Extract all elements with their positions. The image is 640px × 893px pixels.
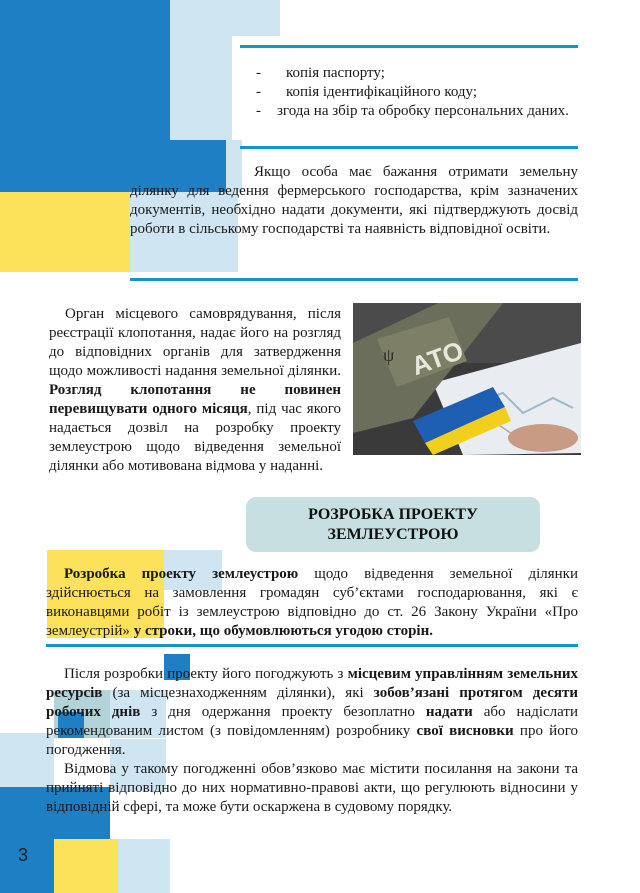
list-item: - згода на збір та обробку персональних даних. [256,103,569,119]
farming-note: Якщо особа має бажання отримати земельну ділянку для ведення фермерського господарства, крім зазначених документів, необхідно надати документи, які підтверджують досвід роботи в сільському господарстві та наявність відповідної освіти. [130,164,578,237]
list-item: - копія паспорту; [256,65,385,81]
review-paragraph: Орган місцевого самоврядування, після реєстрації клопотання, надає його на розгляд до відповідних органів для затвердження щодо можливості надання земельної ділянки. Розгляд клопотання не повинен перевищувати одного місяця, під час якого надається дозвіл на розробку проекту землеустрою щодо відведення земельної ділянки або мотивована відмова у наданні. [49,306,341,474]
decor-block [232,0,280,36]
refusal-paragraph: Відмова у такому погодженні обов’язково має містити посилання на закони та прийняті відповідно до них нормативно-правові акти, що регулюють відносини у відповідній сфері, та може бути оскаржена в судовому порядку. [46,761,578,815]
divider [130,278,578,281]
documents-list [256,64,578,102]
ato-map-photo [353,303,581,455]
list-item: - копія ідентифікаційного коду; [256,84,478,100]
decor-block [170,0,232,140]
decor-block [54,839,118,893]
ato-patch-text: АТО [407,334,468,382]
divider [240,146,578,149]
decor-block [0,192,130,272]
trident-icon: ψ [383,345,395,365]
divider [240,45,578,48]
page-number: 3 [18,845,29,865]
divider [46,644,578,647]
approval-paragraph: Після розробки проекту його погоджують з місцевим управлінням земельних ресурсів (за місцезнаходженням ділянки), які зобов’язані протягом десяти робочих днів з дня одержання проекту безоплатно надати або надіслати рекомендованим листом (з повідомленням) розробнику свої висновки про його погодження. [46,666,579,758]
list-dash: - [256,103,261,119]
decor-block [118,839,170,893]
development-paragraph: Розробка проекту землеустрою щодо відведення земельної ділянки здійснюється на замовлення громадян суб’єктами господарювання, які є виконавцями робіт із землеустрою відповідно до ст. 26 Закону України «Про землеустрій» у строки, що обумовлюються угодою сторін. [46,566,578,639]
section-heading: РОЗРОБКА ПРОЕКТУ ЗЕМЛЕУСТРОЮ [246,497,540,552]
